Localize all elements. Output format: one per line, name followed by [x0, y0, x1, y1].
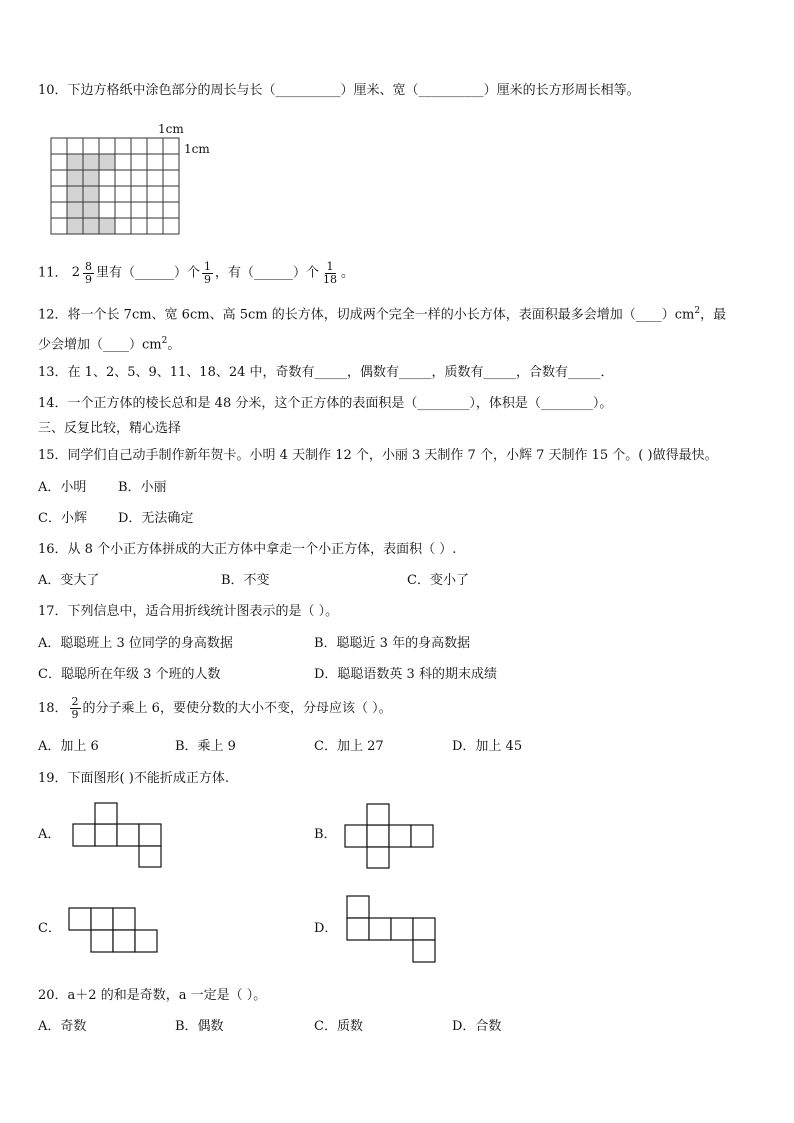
- grid-cell: [163, 154, 179, 170]
- grid-cell: [115, 138, 131, 154]
- grid-cell: [131, 186, 147, 202]
- grid-cell: [131, 218, 147, 234]
- grid-cell: [115, 170, 131, 186]
- q15-option-a[interactable]: A．小明: [38, 480, 87, 495]
- question-20: 20．a＋2 的和是奇数，a 一定是（ ）。: [38, 988, 267, 1003]
- grid-cell: [67, 138, 83, 154]
- grid-cell-shaded: [67, 154, 83, 170]
- grid-unit-right-label: 1cm: [184, 142, 210, 156]
- q20-option-d[interactable]: D．合数: [452, 1019, 502, 1034]
- question-16: 16．从 8 个小正方体拼成的大正方体中拿走一个小正方体，表面积（ ）.: [38, 542, 457, 557]
- grid-cell-shaded: [67, 186, 83, 202]
- grid-cell: [51, 154, 67, 170]
- q17-option-a[interactable]: A．聪聪班上 3 位同学的身高数据: [38, 636, 233, 651]
- grid-cell: [51, 186, 67, 202]
- grid-cell: [115, 202, 131, 218]
- grid-cell: [131, 154, 147, 170]
- cube-net-a: [72, 802, 162, 868]
- mixed-number-whole: 2: [71, 265, 80, 280]
- q15-option-b[interactable]: B．小丽: [118, 480, 167, 495]
- q19-option-b[interactable]: B．: [314, 827, 337, 842]
- grid-cell-shaded: [99, 154, 115, 170]
- grid-cell: [115, 154, 131, 170]
- grid-cell-shaded: [83, 170, 99, 186]
- grid-cell: [163, 218, 179, 234]
- grid-cell: [99, 170, 115, 186]
- grid-cell: [163, 138, 179, 154]
- q17-option-d[interactable]: D．聪聪语数英 3 科的期末成绩: [314, 667, 497, 682]
- q19-option-c[interactable]: C．: [38, 921, 61, 936]
- grid-cell: [131, 202, 147, 218]
- grid-unit-top-label: 1cm: [158, 122, 184, 136]
- grid-cell: [131, 138, 147, 154]
- question-12-line-1: 12．将一个长 7cm、宽 6cm、高 5cm 的长方体，切成两个完全一样的小长方体，表面积最多会增加$(\_\_\_\_)cm^2$，最: [38, 306, 727, 323]
- question-15: 15．同学们自己动手制作新年贺卡。小明 4 天制作 12 个，小丽 3 天制作 7 个，小辉 7 天制作 15 个。( )做得最快。: [38, 448, 718, 463]
- question-12-line-2: 少会增加$(\_\_\_\_)cm^2$。: [38, 336, 181, 353]
- question-19: 19．下面图形( )不能折成正方体.: [38, 771, 229, 786]
- grid-paper-cells: [51, 138, 179, 234]
- grid-cell: [99, 138, 115, 154]
- grid-cell: [163, 186, 179, 202]
- q20-option-c[interactable]: C．质数: [314, 1019, 363, 1034]
- grid-cell: [51, 202, 67, 218]
- grid-cell: [83, 138, 99, 154]
- grid-cell: [131, 170, 147, 186]
- q16-option-a[interactable]: A．变大了: [38, 573, 100, 588]
- cube-net-d: [346, 895, 438, 963]
- q20-option-b[interactable]: B．偶数: [175, 1019, 224, 1034]
- grid-cell-shaded: [67, 202, 83, 218]
- cube-net-b: [344, 803, 434, 869]
- grid-cell-shaded: [83, 154, 99, 170]
- grid-cell: [147, 202, 163, 218]
- question-14: 14．一个正方体的棱长总和是 48 分米，这个正方体的表面积是（________），体积是（________）。: [38, 396, 613, 411]
- grid-cell: [147, 218, 163, 234]
- grid-cell: [147, 138, 163, 154]
- q16-option-c[interactable]: C．变小了: [407, 573, 469, 588]
- grid-cell: [163, 170, 179, 186]
- section-heading-3: 三、反复比较，精心选择: [38, 421, 182, 436]
- q19-option-d[interactable]: D．: [314, 921, 338, 936]
- grid-cell: [163, 202, 179, 218]
- grid-cell: [115, 186, 131, 202]
- grid-cell-shaded: [67, 170, 83, 186]
- q17-option-b[interactable]: B．聪聪近 3 年的身高数据: [314, 636, 471, 651]
- q19-option-a[interactable]: A．: [38, 827, 61, 842]
- q18-option-a[interactable]: A．加上 6: [38, 739, 99, 754]
- grid-cell: [147, 170, 163, 186]
- q17-option-c[interactable]: C．聪聪所在年级 3 个班的人数: [38, 667, 221, 682]
- grid-cell-shaded: [83, 186, 99, 202]
- grid-cell: [147, 154, 163, 170]
- grid-cell: [115, 218, 131, 234]
- fraction-1-9: $\frac{1}{9}$: [204, 259, 211, 286]
- grid-cell: [51, 170, 67, 186]
- cube-net-c: [68, 907, 160, 953]
- q15-option-d[interactable]: D．无法确定: [118, 511, 194, 526]
- fraction-1-18: $\frac{1}{18}$: [323, 259, 338, 286]
- fraction-8-9: $\frac{8}{9}$: [84, 259, 92, 286]
- grid-cell: [99, 202, 115, 218]
- q20-option-a[interactable]: A．奇数: [38, 1019, 87, 1034]
- grid-cell-shaded: [83, 218, 99, 234]
- question-13: 13．在 1、2、5、9、11、18、24 中，奇数有_____，偶数有_____，质数有_____，合数有_____．: [38, 365, 614, 380]
- q18-option-c[interactable]: C．加上 27: [314, 739, 384, 754]
- q18-option-d[interactable]: D．加上 45: [452, 739, 523, 754]
- question-11: 11． 2 $\frac{8}{9}$ 里有（______）个 $\frac{1}{9}$ ，有（______）个 $\frac{1}{18}$ 。: [38, 259, 355, 286]
- grid-cell-shaded: [99, 218, 115, 234]
- grid-cell: [99, 186, 115, 202]
- fraction-2-9: $\frac{2}{9}$: [71, 695, 79, 721]
- question-10: 10．下边方格纸中涂色部分的周长与长（__________）厘米、宽（__________）厘米的长方形周长相等。: [38, 83, 640, 98]
- question-18: 18． $\frac{2}{9}$ 的分子乘上 6，要使分数的大小不变，分母应该（ ）。: [38, 695, 392, 721]
- q16-option-b[interactable]: B．不变: [221, 573, 270, 588]
- q18-option-b[interactable]: B．乘上 9: [175, 739, 236, 754]
- grid-cell-shaded: [83, 202, 99, 218]
- grid-cell: [147, 186, 163, 202]
- grid-cell: [51, 218, 67, 234]
- grid-cell-shaded: [67, 218, 83, 234]
- grid-cell: [51, 138, 67, 154]
- question-17: 17．下列信息中，适合用折线统计图表示的是（ ）。: [38, 604, 339, 619]
- grid-paper: [50, 137, 182, 235]
- q15-option-c[interactable]: C．小辉: [38, 511, 87, 526]
